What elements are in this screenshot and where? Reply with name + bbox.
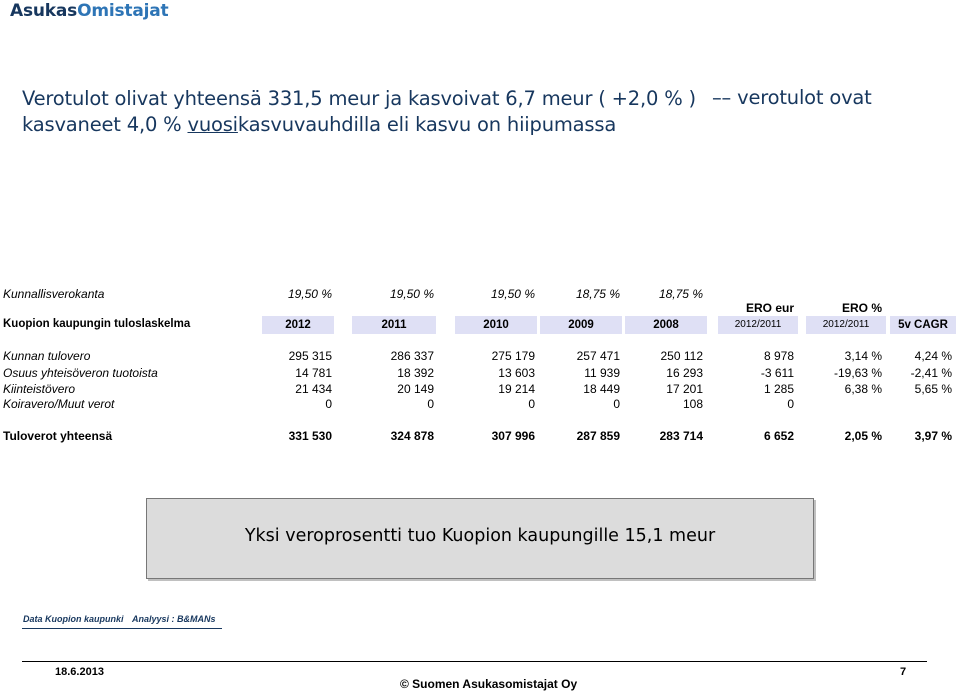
footer-divider [22, 661, 927, 662]
cell: 20 149 [397, 382, 434, 396]
page-title [22, 86, 696, 138]
brand-logo-text [10, 1, 168, 21]
source-underline [22, 628, 222, 629]
cell-ero-pct: 3,14 % [844, 349, 882, 363]
cell: 286 337 [390, 349, 434, 363]
cell: 257 471 [576, 349, 620, 363]
cell: 0 [528, 397, 535, 411]
rate-2011: 19,50 % [389, 287, 434, 301]
total-cagr: 3,97 % [914, 429, 952, 443]
brand-part-2: Omistajat [77, 1, 169, 21]
cell: 295 315 [288, 349, 332, 363]
cell-cagr: -2,41 % [910, 366, 952, 380]
footer-page-number: 7 [900, 666, 907, 678]
cell-ero-pct: 6,38 % [844, 382, 882, 396]
year-2011: 2011 [352, 316, 436, 334]
title-line-2 [22, 112, 696, 138]
ero-pct-header: ERO % [841, 301, 882, 315]
total-cell: 331 530 [288, 429, 332, 443]
ero-pct-subheader: 2012/2011 [806, 316, 886, 334]
ero-eur-header: ERO eur [745, 301, 794, 315]
rate-2008: 18,75 % [658, 287, 703, 301]
cell-ero-eur: 0 [787, 397, 794, 411]
year-2012: 2012 [262, 316, 334, 334]
row-label: Kunnan tulovero [3, 349, 91, 363]
row-label: Koiravero/Muut verot [3, 397, 115, 411]
cell-ero-eur: 8 978 [763, 349, 794, 363]
total-label: Tuloverot yhteensä [3, 429, 113, 443]
rate-2009: 18,75 % [575, 287, 620, 301]
cell-cagr: 5,65 % [914, 382, 952, 396]
title-line-1-right: –– verotulot ovat [712, 86, 872, 109]
title-line-1: Verotulot olivat yhteensä 331,5 meur ja kasvoivat 6,7 meur ( +2,0 % ) [22, 87, 696, 110]
cell: 0 [613, 397, 620, 411]
cell: 16 293 [666, 366, 703, 380]
total-cell: 283 714 [659, 429, 703, 443]
cell: 14 781 [295, 366, 332, 380]
cell: 250 112 [660, 349, 703, 363]
cell-cagr: 4,24 % [914, 349, 952, 363]
callout-text: Yksi veroprosentti tuo Kuopion kaupungille 15,1 meur [244, 526, 716, 546]
cell-ero-eur: -3 611 [760, 366, 794, 380]
title-line-2-start: kasvaneet 4,0 % [22, 113, 188, 136]
source-data: Data Kuopion kaupunki [23, 614, 124, 624]
cell: 17 201 [666, 382, 703, 396]
cell: 19 214 [498, 382, 535, 396]
cell: 18 392 [397, 366, 434, 380]
footer-copyright: © Suomen Asukasomistajat Oy [400, 677, 578, 691]
rate-2012: 19,50 % [287, 287, 332, 301]
cell: 108 [682, 397, 703, 411]
row-label: Osuus yhteisöveron tuotoista [3, 366, 158, 380]
cell: 275 179 [491, 349, 535, 363]
ero-eur-subheader: 2012/2011 [718, 316, 798, 334]
cell: 13 603 [498, 366, 535, 380]
cagr-header: 5v CAGR [890, 316, 956, 334]
rate-2010: 19,50 % [490, 287, 535, 301]
total-cell: 287 859 [576, 429, 620, 443]
footer-date: 18.6.2013 [55, 666, 104, 678]
cell-ero-pct: -19,63 % [833, 366, 882, 380]
cell: 0 [427, 397, 434, 411]
total-cell: 307 996 [491, 429, 535, 443]
source-analysis: Analyysi : B&MANs [132, 614, 216, 624]
rate-label: Kunnallisverokanta [3, 287, 105, 301]
cell: 11 939 [584, 366, 620, 380]
cell: 18 449 [583, 382, 620, 396]
total-cell: 324 878 [390, 429, 434, 443]
row-label: Kiinteistövero [3, 382, 76, 396]
title-line-2-end: kasvuvauhdilla eli kasvu on hiipumassa [237, 113, 617, 136]
year-2010: 2010 [455, 316, 537, 334]
cell: 21 434 [295, 382, 332, 396]
title-line-2-underlined: vuosi [187, 113, 238, 136]
cell: 0 [325, 397, 332, 411]
total-ero-pct: 2,05 % [844, 429, 882, 443]
year-2009: 2009 [540, 316, 622, 334]
total-ero-eur: 6 652 [763, 429, 794, 443]
year-2008: 2008 [625, 316, 707, 334]
cell-ero-eur: 1 285 [763, 382, 794, 396]
table-header-label: Kuopion kaupungin tuloslaskelma [3, 318, 191, 330]
brand-part-1: Asukas [10, 1, 78, 21]
